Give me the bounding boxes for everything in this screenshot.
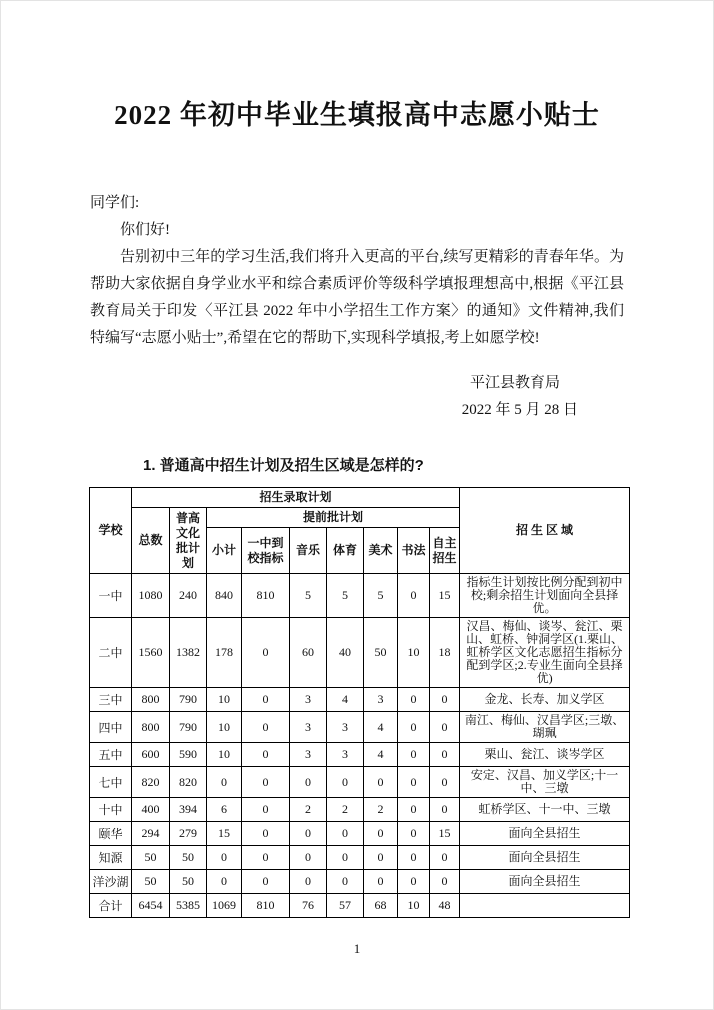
value-cell: 0 bbox=[430, 712, 460, 743]
value-cell: 294 bbox=[132, 822, 170, 846]
value-cell: 600 bbox=[132, 743, 170, 767]
region-cell: 安定、汉昌、加义学区;十一中、三墩 bbox=[460, 767, 630, 798]
school-cell: 七中 bbox=[90, 767, 132, 798]
value-cell: 68 bbox=[364, 894, 398, 918]
value-cell: 48 bbox=[430, 894, 460, 918]
value-cell: 0 bbox=[242, 846, 290, 870]
school-cell: 五中 bbox=[90, 743, 132, 767]
signature: 平江县教育局 bbox=[469, 375, 560, 391]
value-cell: 178 bbox=[207, 618, 242, 688]
col-header-total: 总数 bbox=[132, 508, 170, 574]
value-cell: 0 bbox=[242, 688, 290, 712]
value-cell: 0 bbox=[398, 846, 430, 870]
school-cell: 四中 bbox=[90, 712, 132, 743]
value-cell: 0 bbox=[430, 688, 460, 712]
value-cell: 0 bbox=[242, 618, 290, 688]
value-cell: 0 bbox=[242, 767, 290, 798]
value-cell: 18 bbox=[430, 618, 460, 688]
value-cell: 3 bbox=[327, 712, 364, 743]
region-cell: 面向全县招生 bbox=[460, 822, 630, 846]
table-row bbox=[90, 846, 630, 870]
value-cell: 0 bbox=[207, 870, 242, 894]
value-cell: 0 bbox=[430, 846, 460, 870]
value-cell: 10 bbox=[207, 688, 242, 712]
value-cell: 5 bbox=[327, 574, 364, 618]
value-cell: 0 bbox=[290, 870, 327, 894]
value-cell: 0 bbox=[430, 870, 460, 894]
table-header-row-1 bbox=[90, 488, 630, 508]
value-cell: 0 bbox=[364, 767, 398, 798]
col-header-region: 招 生 区 域 bbox=[460, 488, 630, 574]
value-cell: 0 bbox=[242, 743, 290, 767]
value-cell: 0 bbox=[398, 743, 430, 767]
col-header-calligraphy: 书法 bbox=[398, 528, 430, 574]
value-cell: 0 bbox=[290, 822, 327, 846]
value-cell: 394 bbox=[170, 798, 207, 822]
value-cell: 790 bbox=[170, 688, 207, 712]
value-cell: 10 bbox=[207, 712, 242, 743]
col-header-culture-batch: 普高文化批计划 bbox=[170, 508, 207, 574]
school-cell: 一中 bbox=[90, 574, 132, 618]
table-row bbox=[90, 798, 630, 822]
value-cell: 1069 bbox=[207, 894, 242, 918]
region-cell: 金龙、长寿、加义学区 bbox=[460, 688, 630, 712]
value-cell: 800 bbox=[132, 712, 170, 743]
region-cell: 栗山、瓮江、谈岑学区 bbox=[460, 743, 630, 767]
value-cell: 400 bbox=[132, 798, 170, 822]
value-cell: 50 bbox=[132, 846, 170, 870]
value-cell: 60 bbox=[290, 618, 327, 688]
value-cell: 0 bbox=[207, 846, 242, 870]
school-cell: 颐华 bbox=[90, 822, 132, 846]
value-cell: 800 bbox=[132, 688, 170, 712]
table-row bbox=[90, 574, 630, 618]
region-cell: 虹桥学区、十一中、三墩 bbox=[460, 798, 630, 822]
section-heading: 1. 普通高中招生计划及招生区域是怎样的? bbox=[143, 457, 424, 474]
value-cell: 5 bbox=[364, 574, 398, 618]
col-header-independent: 自主招生 bbox=[430, 528, 460, 574]
value-cell: 0 bbox=[327, 870, 364, 894]
value-cell: 0 bbox=[242, 870, 290, 894]
value-cell: 0 bbox=[364, 870, 398, 894]
value-cell: 10 bbox=[398, 894, 430, 918]
school-cell: 三中 bbox=[90, 688, 132, 712]
school-cell: 十中 bbox=[90, 798, 132, 822]
region-cell: 面向全县招生 bbox=[460, 846, 630, 870]
value-cell: 0 bbox=[242, 822, 290, 846]
region-cell: 南江、梅仙、汉昌学区;三墩、瑚珮 bbox=[460, 712, 630, 743]
school-cell: 洋沙湖 bbox=[90, 870, 132, 894]
table-header bbox=[90, 488, 630, 574]
value-cell: 279 bbox=[170, 822, 207, 846]
value-cell: 76 bbox=[290, 894, 327, 918]
enrollment-plan-table bbox=[89, 487, 630, 918]
value-cell: 0 bbox=[364, 846, 398, 870]
value-cell: 15 bbox=[430, 574, 460, 618]
col-header-sports: 体育 bbox=[327, 528, 364, 574]
value-cell: 4 bbox=[327, 688, 364, 712]
value-cell: 0 bbox=[398, 870, 430, 894]
col-header-early-batch: 提前批计划 bbox=[207, 508, 460, 528]
school-cell: 知源 bbox=[90, 846, 132, 870]
letter-paragraph: 告别初中三年的学习生活,我们将升入更高的平台,续写更精彩的青春年华。为帮助大家依据自身学业水平和综合素质评价等级科学填报理想高中,根据《平江县教育局关于印发〈平江县 2022 年中小学招生工作方案〉的通知》文件精神,我们特编写“志愿小贴士”,希望在它的帮助下,实现科学填报,考上如愿学校! bbox=[90, 249, 624, 346]
value-cell: 0 bbox=[430, 767, 460, 798]
date: 2022 年 5 月 28 日 bbox=[461, 402, 578, 418]
greeting: 你们好! bbox=[120, 222, 170, 238]
value-cell: 3 bbox=[327, 743, 364, 767]
page-number: 1 bbox=[353, 941, 361, 956]
table-body bbox=[90, 574, 630, 918]
value-cell: 50 bbox=[132, 870, 170, 894]
value-cell: 2 bbox=[364, 798, 398, 822]
value-cell: 1560 bbox=[132, 618, 170, 688]
value-cell: 5 bbox=[290, 574, 327, 618]
value-cell: 4 bbox=[364, 743, 398, 767]
table-row bbox=[90, 822, 630, 846]
letter-body bbox=[90, 190, 624, 424]
value-cell: 810 bbox=[242, 574, 290, 618]
col-header-music: 音乐 bbox=[290, 528, 327, 574]
value-cell: 1382 bbox=[170, 618, 207, 688]
value-cell: 0 bbox=[327, 767, 364, 798]
value-cell: 50 bbox=[170, 870, 207, 894]
value-cell: 0 bbox=[242, 798, 290, 822]
value-cell: 840 bbox=[207, 574, 242, 618]
value-cell: 2 bbox=[290, 798, 327, 822]
col-header-yizhong-quota: 一中到校指标 bbox=[242, 528, 290, 574]
region-cell: 指标生计划按比例分配到初中校;剩余招生计划面向全县择优。 bbox=[460, 574, 630, 618]
col-header-plan-group: 招生录取计划 bbox=[132, 488, 460, 508]
value-cell: 3 bbox=[364, 688, 398, 712]
value-cell: 0 bbox=[327, 846, 364, 870]
value-cell: 50 bbox=[364, 618, 398, 688]
value-cell: 0 bbox=[290, 767, 327, 798]
value-cell: 3 bbox=[290, 743, 327, 767]
value-cell: 0 bbox=[398, 688, 430, 712]
value-cell: 3 bbox=[290, 688, 327, 712]
value-cell: 15 bbox=[207, 822, 242, 846]
table-row bbox=[90, 743, 630, 767]
value-cell: 0 bbox=[398, 712, 430, 743]
value-cell: 50 bbox=[170, 846, 207, 870]
value-cell: 0 bbox=[398, 798, 430, 822]
value-cell: 0 bbox=[398, 574, 430, 618]
value-cell: 10 bbox=[398, 618, 430, 688]
school-cell: 合计 bbox=[90, 894, 132, 918]
value-cell: 0 bbox=[398, 767, 430, 798]
region-cell: 面向全县招生 bbox=[460, 870, 630, 894]
value-cell: 57 bbox=[327, 894, 364, 918]
table-row bbox=[90, 870, 630, 894]
value-cell: 0 bbox=[430, 743, 460, 767]
value-cell: 810 bbox=[242, 894, 290, 918]
value-cell: 2 bbox=[327, 798, 364, 822]
value-cell: 10 bbox=[207, 743, 242, 767]
salutation: 同学们: bbox=[90, 195, 140, 211]
value-cell: 240 bbox=[170, 574, 207, 618]
value-cell: 820 bbox=[170, 767, 207, 798]
col-header-school: 学校 bbox=[90, 488, 132, 574]
value-cell: 6454 bbox=[132, 894, 170, 918]
region-cell: 汉昌、梅仙、谈岑、瓮江、栗山、虹桥、钟洞学区(1.栗山、虹桥学区文化志愿招生指标分配到学区;2.专业生面向全县择优) bbox=[460, 618, 630, 688]
value-cell: 0 bbox=[430, 798, 460, 822]
value-cell: 820 bbox=[132, 767, 170, 798]
value-cell: 15 bbox=[430, 822, 460, 846]
table-row bbox=[90, 712, 630, 743]
value-cell: 0 bbox=[207, 767, 242, 798]
value-cell: 0 bbox=[364, 822, 398, 846]
document-title: 2022 年初中毕业生填报高中志愿小贴士 bbox=[114, 100, 600, 130]
value-cell: 40 bbox=[327, 618, 364, 688]
table-row bbox=[90, 894, 630, 918]
value-cell: 6 bbox=[207, 798, 242, 822]
value-cell: 590 bbox=[170, 743, 207, 767]
value-cell: 0 bbox=[327, 822, 364, 846]
value-cell: 5385 bbox=[170, 894, 207, 918]
value-cell: 3 bbox=[290, 712, 327, 743]
table-row bbox=[90, 618, 630, 688]
value-cell: 0 bbox=[398, 822, 430, 846]
value-cell: 1080 bbox=[132, 574, 170, 618]
region-cell bbox=[460, 894, 630, 918]
value-cell: 790 bbox=[170, 712, 207, 743]
table-row bbox=[90, 767, 630, 798]
value-cell: 4 bbox=[364, 712, 398, 743]
value-cell: 0 bbox=[290, 846, 327, 870]
school-cell: 二中 bbox=[90, 618, 132, 688]
col-header-subtotal: 小计 bbox=[207, 528, 242, 574]
table-row bbox=[90, 688, 630, 712]
col-header-art: 美术 bbox=[364, 528, 398, 574]
value-cell: 0 bbox=[242, 712, 290, 743]
